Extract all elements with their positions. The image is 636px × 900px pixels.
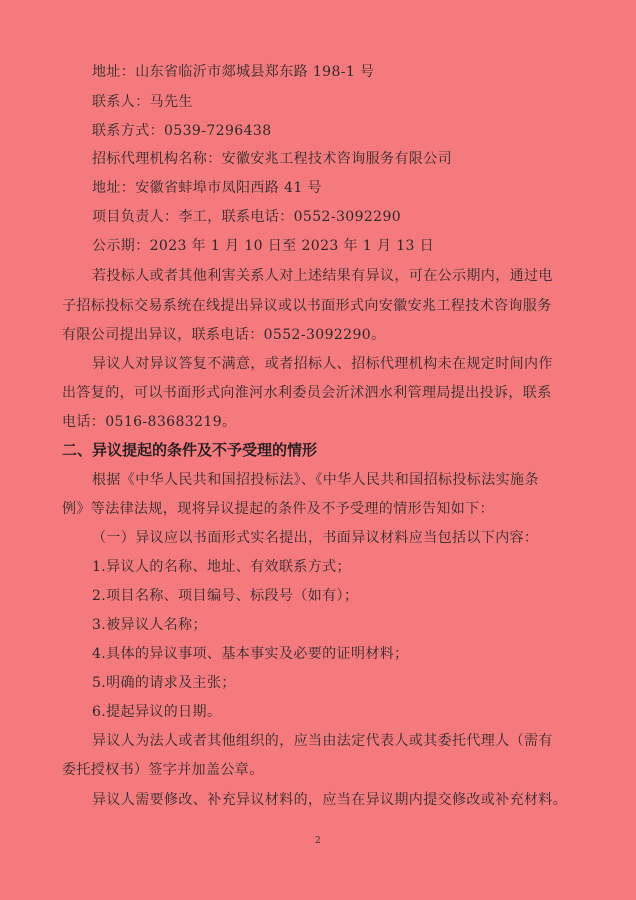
requirement-item: 3.被异议人名称； <box>92 617 207 633</box>
project-manager-line: 项目负责人：李工，联系电话：0552-3092290 <box>92 209 402 225</box>
page-number: 2 <box>315 836 321 846</box>
agency-address-line: 地址：安徽省蚌埠市凤阳西路 41 号 <box>92 180 322 196</box>
complaint-paragraph-line: 异议人对异议答复不满意，或者招标人、招标代理机构未在规定时间内作 <box>92 356 553 372</box>
requirement-item: 1.异议人的名称、地址、有效联系方式； <box>92 559 351 575</box>
amendment-line: 异议人需要修改、补充异议材料的，应当在异议期内提交修改或补充材料。 <box>92 792 568 808</box>
complaint-paragraph-line: 出答复的，可以书面形式向淮河水利委员会沂沭泗水利管理局提出投诉，联系 <box>62 385 552 401</box>
legal-basis-line: 例》等法律法规，现将异议提起的条件及不予受理的情形告知如下： <box>62 501 494 517</box>
requirement-item: 2.项目名称、项目编号、标段号（如有）； <box>92 588 359 604</box>
agency-name-line: 招标代理机构名称：安徽安兆工程技术咨询服务有限公司 <box>92 151 452 167</box>
legal-entity-line: 异议人为法人或者其他组织的，应当由法定代表人或其委托代理人（需有 <box>92 733 553 749</box>
requirement-item: 5.明确的请求及主张； <box>92 675 236 691</box>
complaint-paragraph-line: 电话：0516-83683219。 <box>62 414 237 430</box>
section-heading: 二、异议提起的条件及不予受理的情形 <box>62 441 318 459</box>
requirement-item: 6.提起异议的日期。 <box>92 704 222 720</box>
contact-phone-line: 联系方式：0539-7296438 <box>92 123 272 139</box>
requirement-intro-line: （一）异议应以书面形式实名提出，书面异议材料应当包括以下内容： <box>92 530 539 546</box>
legal-entity-line: 委托授权书）签字并加盖公章。 <box>62 762 264 778</box>
requirement-item: 4.具体的异议事项、基本事实及必要的证明材料； <box>92 646 409 662</box>
legal-basis-line: 根据《中华人民共和国招投标法》、《中华人民共和国招标投标法实施条 <box>92 472 539 488</box>
objection-paragraph-line: 子招标投标交易系统在线提出异议或以书面形式向安徽安兆工程技术咨询服务 <box>62 298 552 314</box>
contact-person-line: 联系人：马先生 <box>92 94 193 110</box>
address-line: 地址：山东省临沂市郯城县郑东路 198-1 号 <box>92 64 375 80</box>
publicity-period-line: 公示期：2023 年 1 月 10 日至 2023 年 1 月 13 日 <box>92 238 435 254</box>
objection-paragraph-line: 有限公司提出异议，联系电话：0552-3092290。 <box>62 327 386 343</box>
objection-paragraph-line: 若投标人或者其他利害关系人对上述结果有异议，可在公示期内，通过电 <box>92 268 553 284</box>
